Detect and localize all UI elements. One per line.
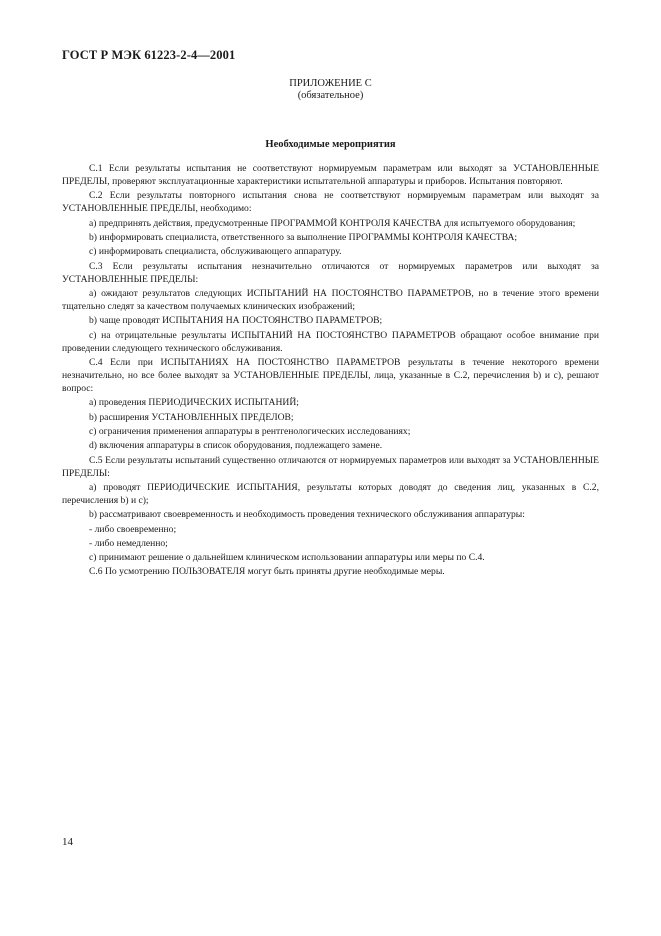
paragraph-c3: С.3 Если результаты испытания незначительно отличаются от нормируемых параметров или выходят за УСТАНОВЛЕННЫЕ ПРЕДЕЛЫ: <box>62 260 599 285</box>
list-item: с) ограничения применения аппаратуры в рентгенологических исследованиях; <box>89 426 411 438</box>
list-item: с) на отрицательные результаты ИСПЫТАНИЙ НА ПОСТОЯНСТВО ПАРАМЕТРОВ обращают особое внимание при проведении следующего технического обслуживания. <box>62 329 599 354</box>
list-item: b) расширения УСТАНОВЛЕННЫХ ПРЕДЕЛОВ; <box>89 411 294 423</box>
list-item: d) включения аппаратуры в список оборудования, подлежащего замене. <box>89 440 383 452</box>
page-number: 14 <box>62 836 73 848</box>
appendix-subtitle: (обязательное) <box>297 90 364 101</box>
paragraph-c6: С.6 По усмотрению ПОЛЬЗОВАТЕЛЯ могут быть приняты другие необходимые меры. <box>89 566 445 578</box>
list-item: с) принимают решение о дальнейшем клиническом использовании аппаратуры или меры по С.4. <box>89 552 485 564</box>
list-item: а) проводят ПЕРИОДИЧЕСКИЕ ИСПЫТАНИЯ, результаты которых доводят до сведения лиц, указанных в С.2, перечисления b) и с); <box>62 481 599 507</box>
list-item: - либо своевременно; <box>89 523 177 535</box>
list-item: а) предпринять действия, предусмотренные ПРОГРАММОЙ КОНТРОЛЯ КАЧЕСТВА для испытуемого оборудования; <box>89 217 576 229</box>
list-item: - либо немедленно; <box>89 537 168 549</box>
appendix-title: ПРИЛОЖЕНИЕ С <box>289 78 372 89</box>
list-item: b) чаще проводят ИСПЫТАНИЯ НА ПОСТОЯНСТВО ПАРАМЕТРОВ; <box>89 315 383 327</box>
paragraph-c2: С.2 Если результаты повторного испытания снова не соответствуют нормируемым параметрам или выходят за УСТАНОВЛЕННЫЕ ПРЕДЕЛЫ, необходимо: <box>62 190 599 215</box>
list-item: b) информировать специалиста, ответственного за выполнение ПРОГРАММЫ КОНТРОЛЯ КАЧЕСТВА; <box>89 232 518 244</box>
list-item: с) информировать специалиста, обслуживающего аппаратуру. <box>89 246 342 258</box>
list-item: b) рассматривают своевременность и необходимость проведения технического обслуживания аппаратуры: <box>89 509 525 521</box>
list-item: а) ожидают результатов следующих ИСПЫТАНИЙ НА ПОСТОЯНСТВО ПАРАМЕТРОВ, но в течение этого времени тщательно следят за качеством получаемых клинических изображений; <box>62 287 599 313</box>
document-body <box>62 162 599 580</box>
paragraph-c4: С.4 Если при ИСПЫТАНИЯХ НА ПОСТОЯНСТВО ПАРАМЕТРОВ результаты в течение некоторого времени незначительно, но все более выходят за УСТАНОВЛЕННЫЕ ПРЕДЕЛЫ, лица, указанные в С.2, перечисления b) и с), решают вопрос: <box>62 357 599 395</box>
paragraph-c5: С.5 Если результаты испытаний существенно отличаются от нормируемых параметров или выходят за УСТАНОВЛЕННЫЕ ПРЕДЕЛЫ: <box>62 454 599 479</box>
appendix-block <box>0 78 661 102</box>
section-title: Необходимые мероприятия <box>265 139 396 150</box>
list-item: а) проведения ПЕРИОДИЧЕСКИХ ИСПЫТАНИЙ; <box>89 397 299 409</box>
paragraph-c1: С.1 Если результаты испытания не соответствуют нормируемым параметрам или выходят за УСТАНОВЛЕННЫЕ ПРЕДЕЛЫ, проверяют эксплуатационные характеристики испытательной аппаратуры и приборов. Испытания повторяют. <box>62 163 599 188</box>
standard-designation: ГОСТ Р МЭК 61223-2-4—2001 <box>62 48 236 62</box>
